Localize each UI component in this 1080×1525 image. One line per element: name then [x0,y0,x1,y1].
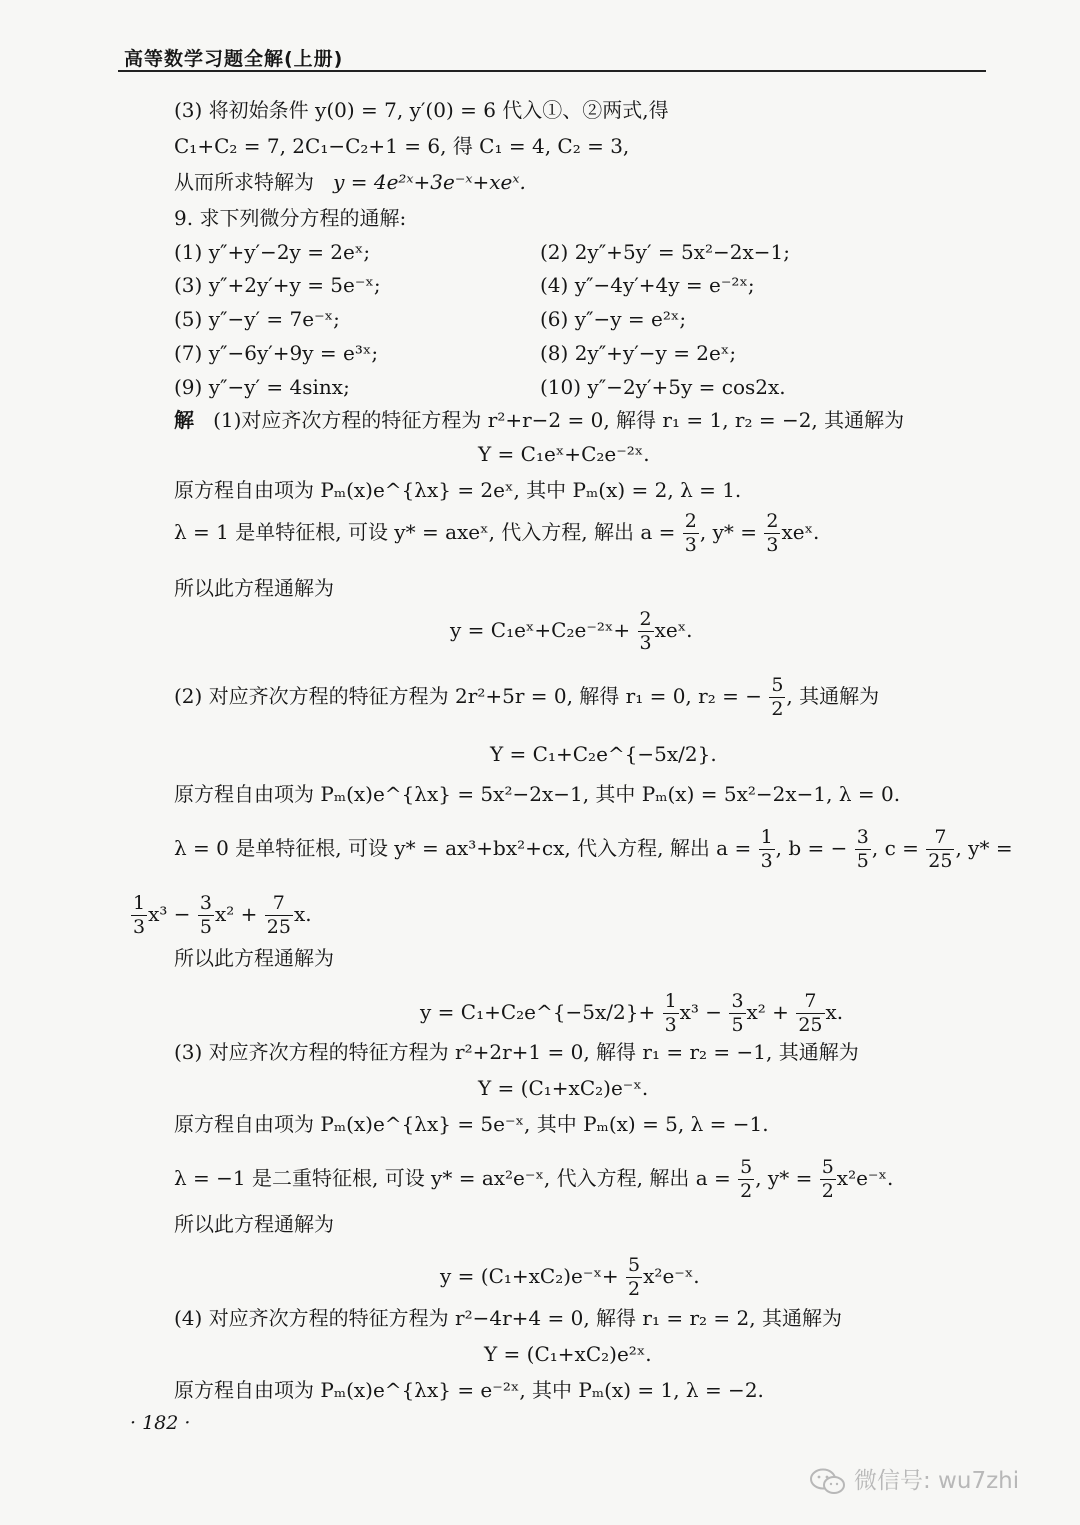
part2-general-solution: y = C₁+C₂e^{−5x/2}+ $\frac{1}{3}$ x³ − $\frac{3}{5}$ x² + $\frac{7}{25}$ x. [420,990,844,1036]
running-header: 高等数学习题全解(上册) [124,48,344,70]
intro-line-1: (3) 将初始条件 y(0) = 7, y′(0) = 6 代入①、②两式,得 [174,98,669,122]
problem-item-1: (1) y″+y′−2y = 2eˣ; [174,240,371,264]
part2-general-label: 所以此方程通解为 [174,946,334,970]
fraction-2-3: $\frac{2}{3}$ [766,510,779,556]
problem-item-3: (3) y″+2y′+y = 5e⁻ˣ; [174,273,381,297]
problem-item-9: (9) y″−y′ = 4sinx; [174,375,350,399]
problem-item-4: (4) y″−4y′+4y = e⁻²ˣ; [540,273,755,297]
fraction-5-2: $\frac{5}{2}$ [740,1156,753,1202]
intro-line-3 [174,170,526,194]
particular-solution: y = 4e²ˣ+3e⁻ˣ+xeˣ. [333,170,526,194]
part3-free-term: 原方程自由项为 Pₘ(x)e^{λx} = 5e⁻ˣ, 其中 Pₘ(x) = 5, λ = −1. [174,1112,769,1136]
fraction-2-3: $\frac{2}{3}$ [684,510,697,556]
part1-general-label: 所以此方程通解为 [174,576,334,600]
problem-title: 9. 求下列微分方程的通解: [174,206,407,230]
part2-line-1: (2) 对应齐次方程的特征方程为 2r²+5r = 0, 解得 r₁ = 0, r₂ = − $\frac{5}{2}$ , 其通解为 [174,674,880,720]
part1-general-solution: y = C₁eˣ+C₂e⁻²ˣ+ $\frac{2}{3}$ xeˣ. [450,608,693,654]
part1-intro: (1)对应齐次方程的特征方程为 r²+r−2 = 0, 解得 r₁ = 1, r₂ = −2, 其通解为 [213,408,905,432]
part3-general-label: 所以此方程通解为 [174,1212,334,1236]
part1-trial-line: λ = 1 是单特征根, 可设 y* = axeˣ, 代入方程, 解出 a = $\frac{2}{3}$ , y* = $\frac{2}{3}$ xeˣ. [174,510,820,556]
watermark-text: 微信号: wu7zhi [854,1468,1020,1494]
part2-homogeneous-solution: Y = C₁+C₂e^{−5x/2}. [490,742,717,766]
problem-item-6: (6) y″−y = e²ˣ; [540,307,687,331]
problem-item-5: (5) y″−y′ = 7e⁻ˣ; [174,307,340,331]
part4-homogeneous-solution: Y = (C₁+xC₂)e²ˣ. [484,1342,652,1366]
problem-item-8: (8) 2y″+y′−y = 2eˣ; [540,341,737,365]
fraction-5-2: $\frac{5}{2}$ [771,674,784,720]
part4-line-1: (4) 对应齐次方程的特征方程为 r²−4r+4 = 0, 解得 r₁ = r₂ = 2, 其通解为 [174,1306,842,1330]
problem-item-7: (7) y″−6y′+9y = e³ˣ; [174,341,379,365]
problem-item-10: (10) y″−2y′+5y = cos2x. [540,375,786,399]
part1-free-term: 原方程自由项为 Pₘ(x)e^{λx} = 2eˣ, 其中 Pₘ(x) = 2, λ = 1. [174,478,742,502]
solution-part1-line-1 [174,408,904,432]
part2-trial-line: λ = 0 是单特征根, 可设 y* = ax³+bx²+cx, 代入方程, 解出 a = $\frac{1}{3}$ , b = − $\frac{3}{5}$ , c = $\frac{7}{25}$ , y* = [174,826,1013,872]
fraction-2-3: $\frac{2}{3}$ [639,608,652,654]
solution-label: 解 [174,408,194,432]
part4-free-term: 原方程自由项为 Pₘ(x)e^{λx} = e⁻²ˣ, 其中 Pₘ(x) = 1, λ = −2. [174,1378,764,1402]
part2-trial-continued: $\frac{1}{3}$ x³ − $\frac{3}{5}$ x² + $\frac{7}{25}$ x. [133,892,312,938]
problem-item-2: (2) 2y″+5y′ = 5x²−2x−1; [540,240,790,264]
part2-free-term: 原方程自由项为 Pₘ(x)e^{λx} = 5x²−2x−1, 其中 Pₘ(x) = 5x²−2x−1, λ = 0. [174,782,901,806]
fraction-5-2: $\frac{5}{2}$ [628,1254,641,1300]
intro-line-2: C₁+C₂ = 7, 2C₁−C₂+1 = 6, 得 C₁ = 4, C₂ = 3, [174,134,630,158]
part3-trial-line: λ = −1 是二重特征根, 可设 y* = ax²e⁻ˣ, 代入方程, 解出 a = $\frac{5}{2}$ , y* = $\frac{5}{2}$ x²e⁻ˣ. [174,1156,894,1202]
page-number: · 182 · [130,1412,191,1434]
fraction-5-2: $\frac{5}{2}$ [821,1156,834,1202]
intro-text: 从而所求特解为 [174,170,314,194]
header-rule [118,70,986,72]
part3-line-1: (3) 对应齐次方程的特征方程为 r²+2r+1 = 0, 解得 r₁ = r₂ = −1, 其通解为 [174,1040,859,1064]
part3-general-solution: y = (C₁+xC₂)e⁻ˣ+ $\frac{5}{2}$ x²e⁻ˣ. [440,1254,700,1300]
part3-homogeneous-solution: Y = (C₁+xC₂)e⁻ˣ. [478,1076,649,1100]
part1-homogeneous-solution: Y = C₁eˣ+C₂e⁻²ˣ. [478,442,650,466]
watermark [808,1462,1019,1497]
wechat-icon [808,1467,848,1497]
